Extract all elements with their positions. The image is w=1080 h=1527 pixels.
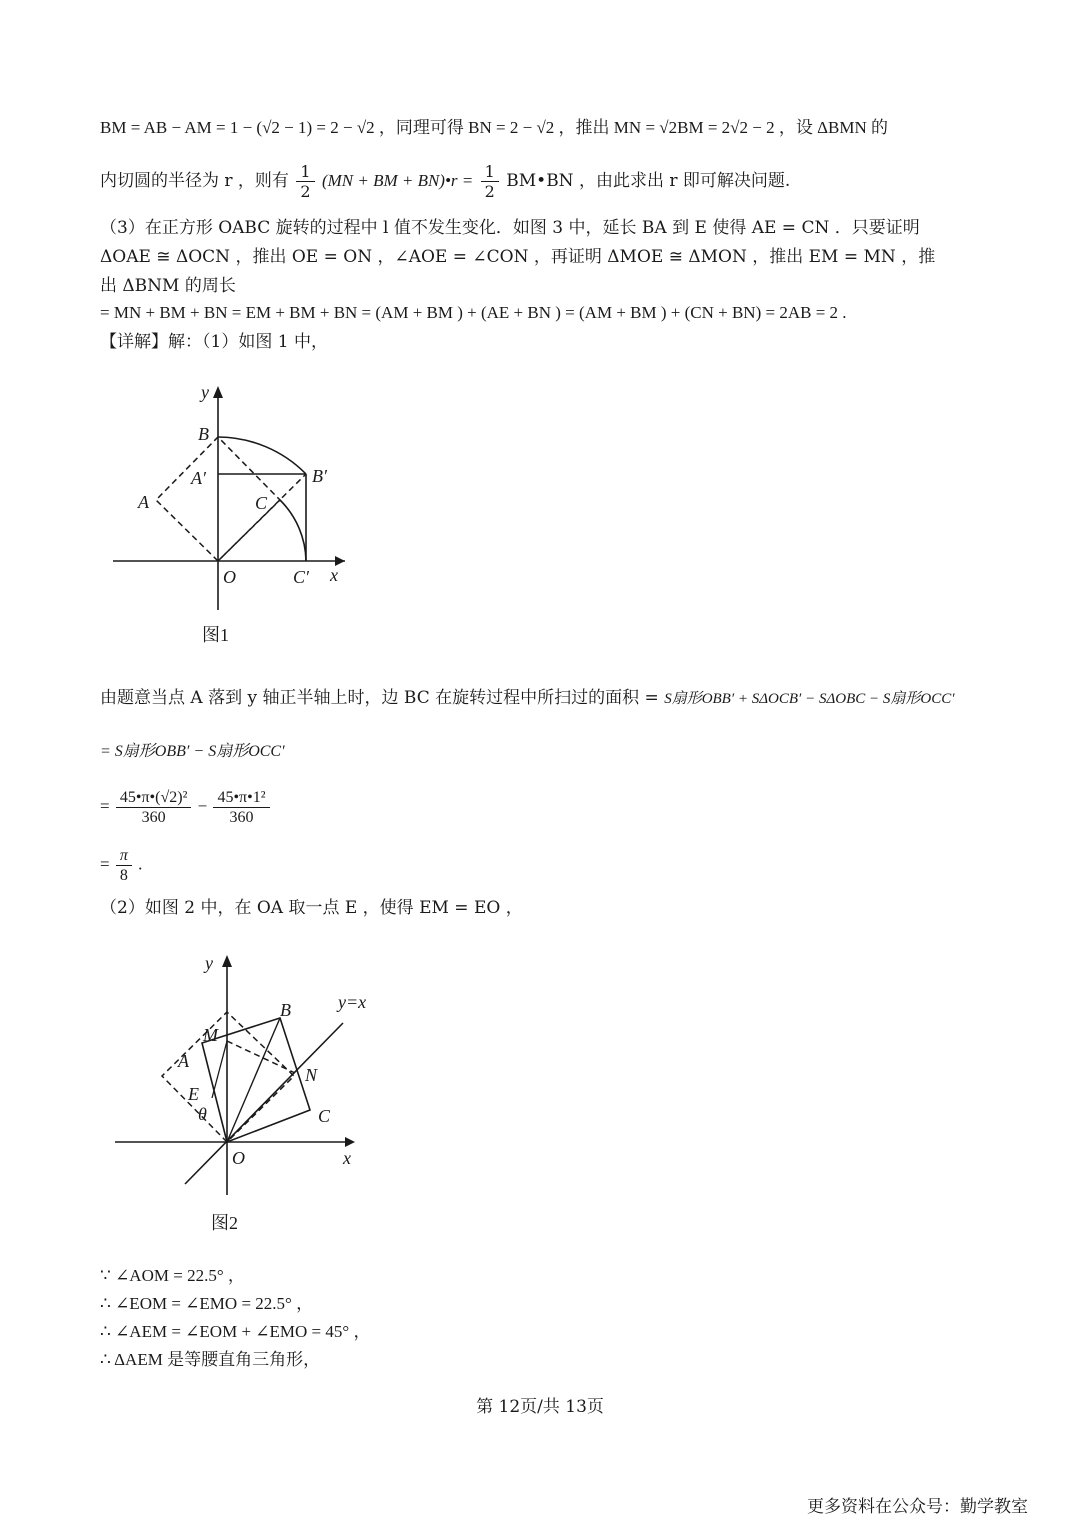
label-b: B — [198, 424, 209, 444]
fraction-sector-occ — [213, 788, 269, 827]
fraction-sector-obb — [116, 788, 192, 827]
label-a: A — [178, 1051, 189, 1071]
figure-1-diagram — [105, 378, 365, 648]
label-y-equals-x: y=x — [338, 992, 367, 1012]
fraction-denominator: 360 — [141, 809, 166, 827]
fraction-result — [116, 846, 132, 885]
y-axis-arrow-icon — [213, 386, 223, 398]
segment-mn-dashed — [227, 1041, 295, 1073]
label-c-prime: C′ — [293, 567, 309, 587]
area-line-4 — [100, 846, 142, 885]
solution-line-5: 出 ΔBNM 的周长 — [100, 276, 236, 296]
fraction-denominator: 360 — [229, 809, 254, 827]
fraction-denominator: 2 — [300, 182, 311, 202]
label-b: B — [280, 1000, 291, 1020]
fraction-denominator: 2 — [484, 182, 495, 202]
label-a-prime: A′ — [191, 468, 206, 488]
equals-sign: = — [100, 854, 110, 874]
page-footer: 第 12页/共 13页 — [476, 1397, 604, 1417]
fraction-half — [296, 162, 314, 201]
step-4: ∴ ΔAEM 是等腰直角三角形， — [100, 1350, 321, 1369]
area-line-2: = S扇形OBB′ − S扇形OCC′ — [100, 743, 285, 760]
segment-em — [212, 1041, 227, 1098]
step-1: ∵ ∠AOM = 22.5° ， — [100, 1266, 245, 1285]
label-o: O — [223, 567, 236, 587]
step-3: ∴ ∠AEM = ∠EOM + ∠EMO = 45° ， — [100, 1322, 371, 1341]
x-axis-arrow-icon — [345, 1137, 355, 1147]
minus-sign: − — [197, 796, 208, 816]
area-line-1 — [100, 688, 955, 708]
solution-line-2-text-c: BM•BN ，由此求出 r 即可解决问题. — [506, 171, 791, 192]
solution-line-1: BM = AB − AM = 1 − (√2 − 1) = 2 − √2 ，同理可得 BN = 2 − √2 ，推出 MN = √2BM = 2√2 − 2 ，设 ΔBMN 的 — [100, 118, 888, 137]
label-y: y — [205, 953, 213, 973]
arc-bb1 — [218, 437, 306, 474]
figure-2 — [105, 945, 405, 1249]
area-line-1-text: 由题意当点 A 落到 y 轴正半轴上时，边 BC 在旋转过程中所扫过的面积 = — [100, 688, 659, 708]
detail-label: 【详解】 — [100, 332, 168, 352]
label-theta: θ — [198, 1104, 207, 1124]
promo-watermark: 更多资料在公众号：勤学教室 — [807, 1497, 1028, 1517]
detail-start: 解：（1）如图 1 中， — [168, 332, 328, 352]
label-o: O — [232, 1148, 245, 1168]
figure-1-caption: 图1 — [202, 625, 229, 645]
fraction-numerator: π — [116, 846, 132, 866]
part2-intro: （2）如图 2 中，在 OA 取一点 E ，使得 EM = EO ， — [100, 898, 523, 918]
label-n: N — [305, 1065, 318, 1085]
solution-line-2 — [100, 162, 790, 201]
solution-line-2-text-b: (MN + BM + BN)•r = — [321, 171, 474, 191]
label-c: C — [318, 1106, 331, 1126]
label-e: E — [188, 1084, 199, 1104]
area-line-3 — [100, 788, 272, 827]
fraction-denominator: 8 — [119, 867, 128, 885]
area-line-1-formula: S扇形OBB′ + SΔOCB′ − SΔOBC − S扇形OCC′ — [664, 691, 955, 707]
label-b-prime: B′ — [312, 466, 327, 486]
solution-line-6: = MN + BM + BN = EM + BM + BN = (AM + BM ) + (AE + BN ) = (AM + BM ) + (CN + BN) = 2AB = 2 . — [100, 303, 847, 322]
period: . — [138, 854, 143, 874]
step-2: ∴ ∠EOM = ∠EMO = 22.5° ， — [100, 1294, 314, 1313]
arc-cc1 — [280, 500, 306, 561]
label-x: x — [343, 1148, 351, 1168]
fraction-numerator: 45•π•1² — [213, 788, 269, 808]
fraction-numerator: 1 — [481, 162, 499, 182]
solution-line-4: ΔOAE ≅ ΔOCN ，推出 OE = ON ，∠AOE = ∠CON ，再证明 ΔMOE ≅ ΔMON ，推出 EM = MN ，推 — [100, 247, 936, 267]
solution-line-2-text-a: 内切圆的半径为 r ，则有 — [100, 171, 289, 192]
label-y: y — [201, 382, 209, 402]
label-m: M — [203, 1025, 218, 1045]
figure-2-caption: 图2 — [211, 1213, 238, 1233]
y-axis-arrow-icon — [222, 955, 232, 967]
fraction-numerator: 45•π•(√2)² — [116, 788, 192, 808]
label-x: x — [330, 565, 338, 585]
figure-2-diagram — [105, 945, 405, 1245]
fraction-half-2 — [481, 162, 499, 201]
label-a: A — [138, 492, 149, 512]
figure-1 — [105, 378, 365, 652]
equals-sign: = — [100, 796, 110, 816]
label-c: C — [255, 493, 268, 513]
detail-heading — [100, 332, 328, 352]
fraction-numerator: 1 — [296, 162, 314, 182]
square-oabc — [202, 1018, 310, 1142]
solution-line-3: （3）在正方形 OABC 旋转的过程中 l 值不发生变化．如图 3 中，延长 BA 到 E 使得 AE = CN ．只要证明 — [100, 218, 920, 238]
